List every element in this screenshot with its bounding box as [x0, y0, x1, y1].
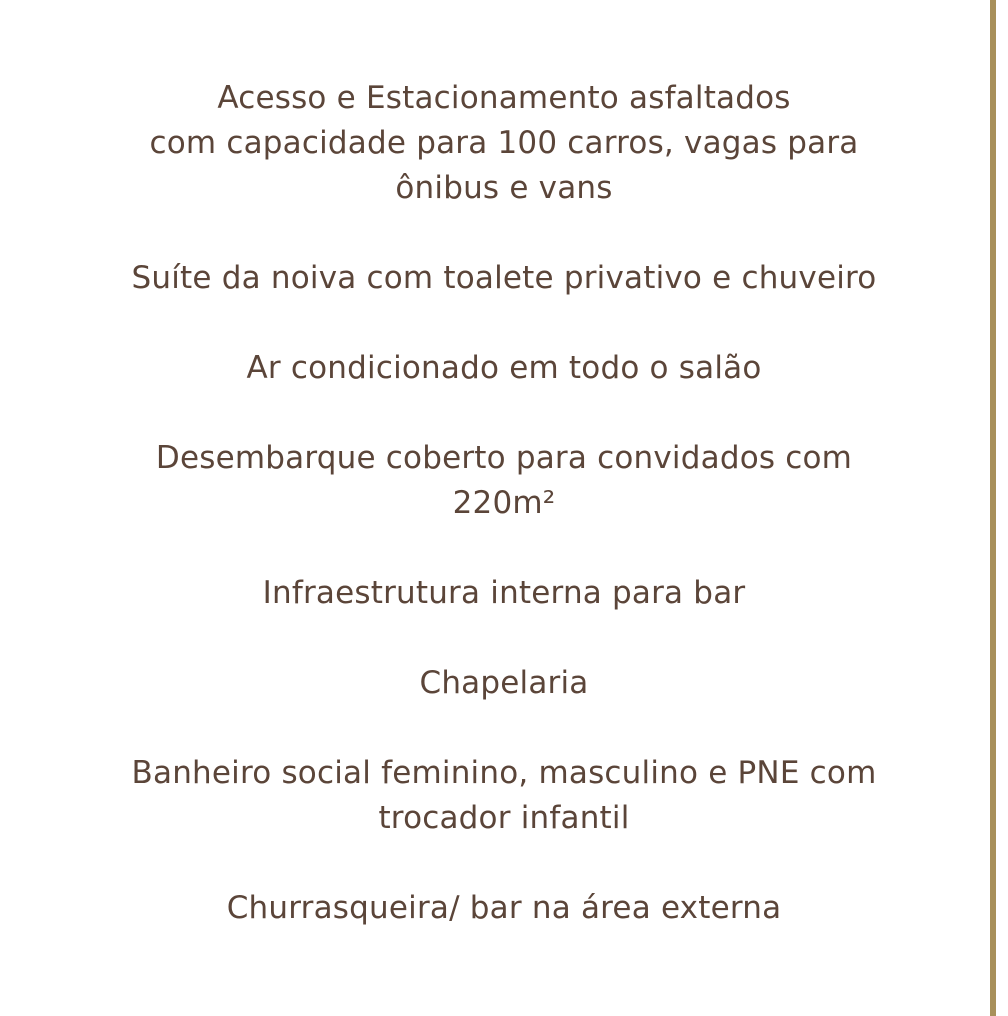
feature-covered-dropoff — [60, 436, 948, 526]
feature-text: com capacidade para 100 carros, vagas para — [149, 125, 859, 161]
features-list — [60, 76, 948, 976]
feature-bar-infrastructure — [60, 571, 948, 616]
feature-text: Infraestrutura interna para bar — [262, 575, 746, 611]
feature-bride-suite — [60, 256, 948, 301]
feature-parking — [60, 76, 948, 211]
right-border — [990, 0, 996, 1016]
feature-text: Desembarque coberto para convidados com — [155, 440, 853, 476]
feature-restrooms — [60, 751, 948, 841]
feature-barbecue — [60, 886, 948, 931]
feature-text: Chapelaria — [419, 665, 589, 701]
feature-text: 220m² — [452, 485, 556, 521]
feature-text: trocador infantil — [378, 800, 630, 836]
feature-coat-check — [60, 661, 948, 706]
feature-text: Ar condicionado em todo o salão — [246, 350, 762, 386]
feature-text: ônibus e vans — [395, 170, 613, 206]
feature-text: Banheiro social feminino, masculino e PNE com — [131, 755, 877, 791]
feature-text: Churrasqueira/ bar na área externa — [226, 890, 782, 926]
feature-air-conditioning — [60, 346, 948, 391]
feature-text: Acesso e Estacionamento asfaltados — [217, 80, 791, 116]
feature-text: Suíte da noiva com toalete privativo e chuveiro — [131, 260, 877, 296]
